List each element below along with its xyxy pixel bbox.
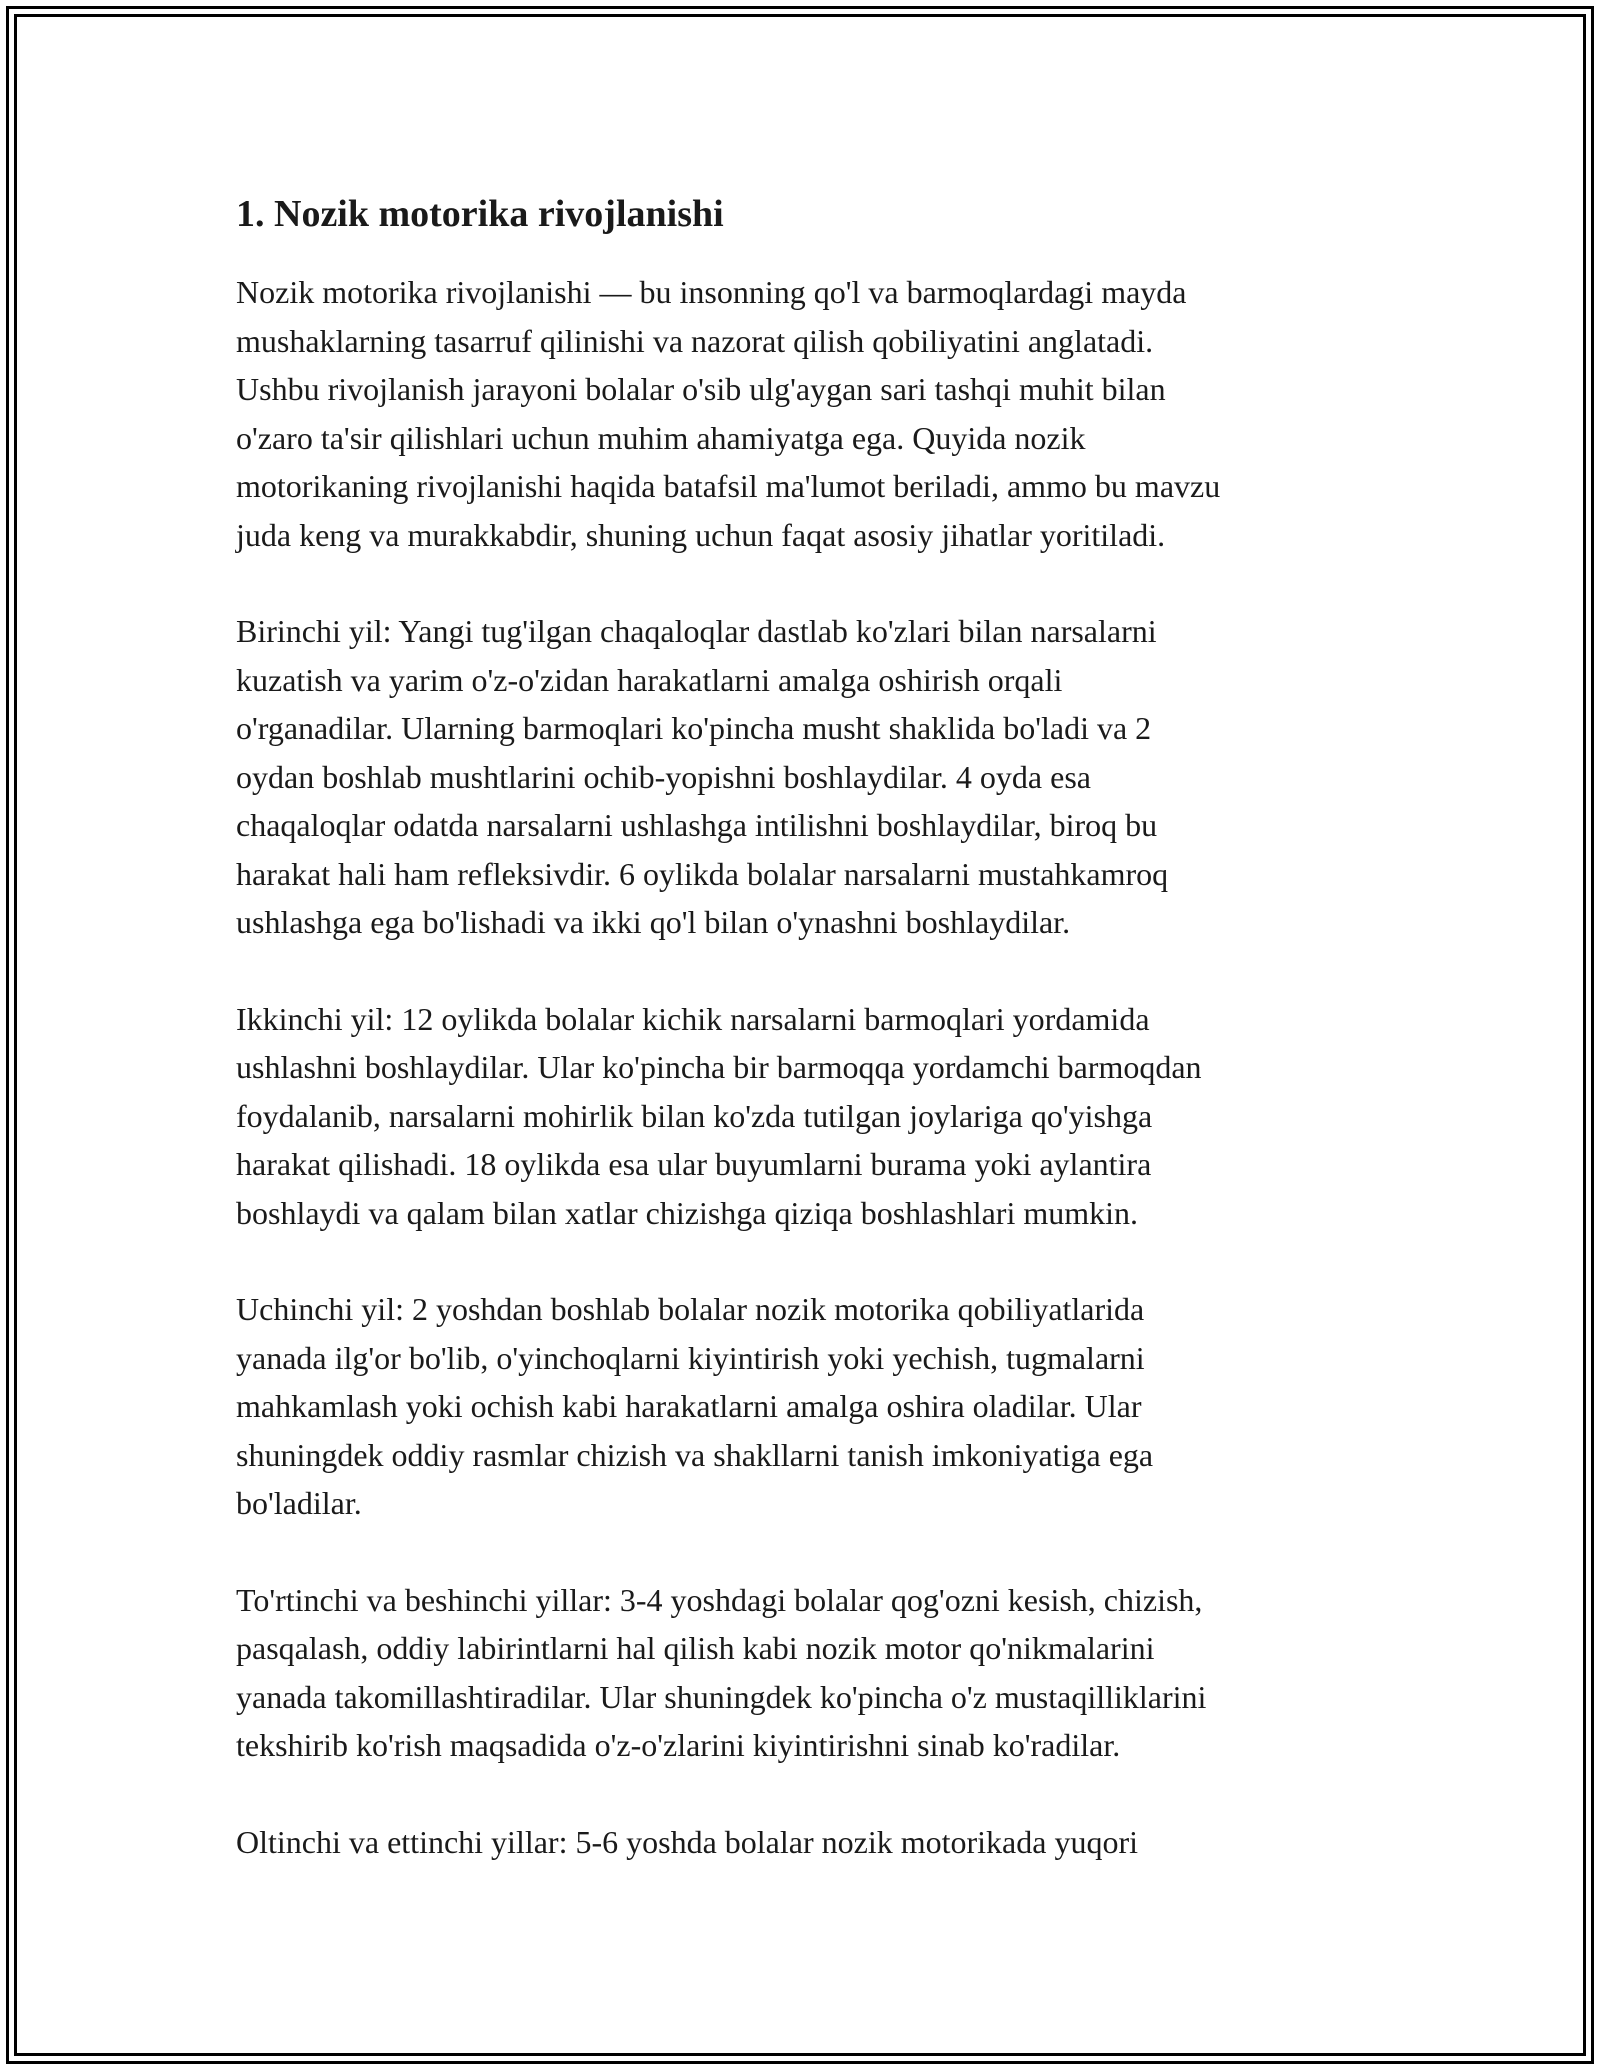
paragraph-second-year bbox=[236, 995, 1376, 1238]
paragraph-sixth-seventh-years bbox=[236, 1818, 1376, 1867]
text-line: oydan boshlab mushtlarini ochib-yopishni boshlaydilar. 4 oyda esa bbox=[236, 758, 1091, 795]
text-line: Birinchi yil: Yangi tug'ilgan chaqaloqlar dastlab ko'zlari bilan narsalarni bbox=[236, 613, 1157, 649]
text-line: shuningdek oddiy rasmlar chizish va shakllarni tanish imkoniyatiga ega bbox=[236, 1436, 1154, 1473]
text-line: mushaklarning tasarruf qilinishi va nazorat qilish qobiliyatini anglatadi. bbox=[236, 322, 1154, 359]
text-line: Uchinchi yil: 2 yoshdan boshlab bolalar nozik motorika qobiliyatlarida bbox=[236, 1291, 1145, 1327]
paragraph-fourth-fifth-years bbox=[236, 1576, 1376, 1770]
section-title: 1. Nozik motorika rivojlanishi bbox=[236, 193, 724, 235]
text-line: ushlashni boshlaydilar. Ular ko'pincha bir barmoqqa yordamchi barmoqdan bbox=[236, 1049, 1202, 1085]
text-line: mahkamlash yoki ochish kabi harakatlarni amalga oshira oladilar. Ular bbox=[236, 1388, 1142, 1424]
text-line: boshlaydi va qalam bilan xatlar chizishga qiziqa boshlashlari mumkin. bbox=[236, 1194, 1138, 1231]
document-body bbox=[236, 188, 1376, 1914]
text-line: yanada takomillashtiradilar. Ular shuningdek ko'pincha o'z mustaqilliklarini bbox=[236, 1678, 1207, 1715]
text-line: juda keng va murakkabdir, shuning uchun faqat asosiy jihatlar yoritiladi. bbox=[236, 516, 1166, 553]
text-line: o'zaro ta'sir qilishlari uchun muhim ahamiyatga ega. Quyida nozik bbox=[236, 419, 1086, 456]
text-line: foydalanib, narsalarni mohirlik bilan ko'zda tutilgan joylariga qo'yishga bbox=[236, 1097, 1153, 1134]
text-line: Ikkinchi yil: 12 oylikda bolalar kichik narsalarni barmoqlari yordamida bbox=[236, 1000, 1150, 1037]
paragraph-first-year bbox=[236, 607, 1376, 947]
text-line: bo'ladilar. bbox=[236, 1485, 362, 1521]
text-line: harakat qilishadi. 18 oylikda esa ular buyumlarni burama yoki aylantira bbox=[236, 1146, 1152, 1182]
paragraph-intro bbox=[236, 268, 1376, 559]
text-line: ushlashga ega bo'lishadi va ikki qo'l bilan o'ynashni boshlaydilar. bbox=[236, 904, 1071, 940]
text-line: To'rtinchi va beshinchi yillar: 3-4 yoshdagi bolalar qog'ozni kesish, chizish, bbox=[236, 1581, 1203, 1618]
text-line: Nozik motorika rivojlanishi — bu insonning qo'l va barmoqlardagi mayda bbox=[236, 274, 1187, 310]
text-line: Ushbu rivojlanish jarayoni bolalar o'sib ulg'aygan sari tashqi muhit bilan bbox=[236, 371, 1166, 407]
paragraph-third-year bbox=[236, 1285, 1376, 1528]
text-line: harakat hali ham refleksivdir. 6 oylikda bolalar narsalarni mustahkamroq bbox=[236, 855, 1169, 892]
text-line: yanada ilg'or bo'lib, o'yinchoqlarni kiyintirish yoki yechish, tugmalarni bbox=[236, 1339, 1145, 1376]
text-line: tekshirib ko'rish maqsadida o'z-o'zlarini kiyintirishni sinab ko'radilar. bbox=[236, 1727, 1121, 1763]
text-line: Oltinchi va ettinchi yillar: 5-6 yoshda bolalar nozik motorikada yuqori bbox=[236, 1823, 1138, 1860]
text-line: chaqaloqlar odatda narsalarni ushlashga intilishni boshlaydilar, biroq bu bbox=[236, 807, 1158, 843]
text-line: motorikaning rivojlanishi haqida batafsil ma'lumot beriladi, ammo bu mavzu bbox=[236, 468, 1221, 504]
text-line: o'rganadilar. Ularning barmoqlari ko'pincha musht shaklida bo'ladi va 2 bbox=[236, 710, 1152, 746]
text-line: pasqalash, oddiy labirintlarni hal qilish kabi nozik motor qo'nikmalarini bbox=[236, 1630, 1155, 1666]
text-line: kuzatish va yarim o'z-o'zidan harakatlarni amalga oshirish orqali bbox=[236, 661, 1063, 698]
